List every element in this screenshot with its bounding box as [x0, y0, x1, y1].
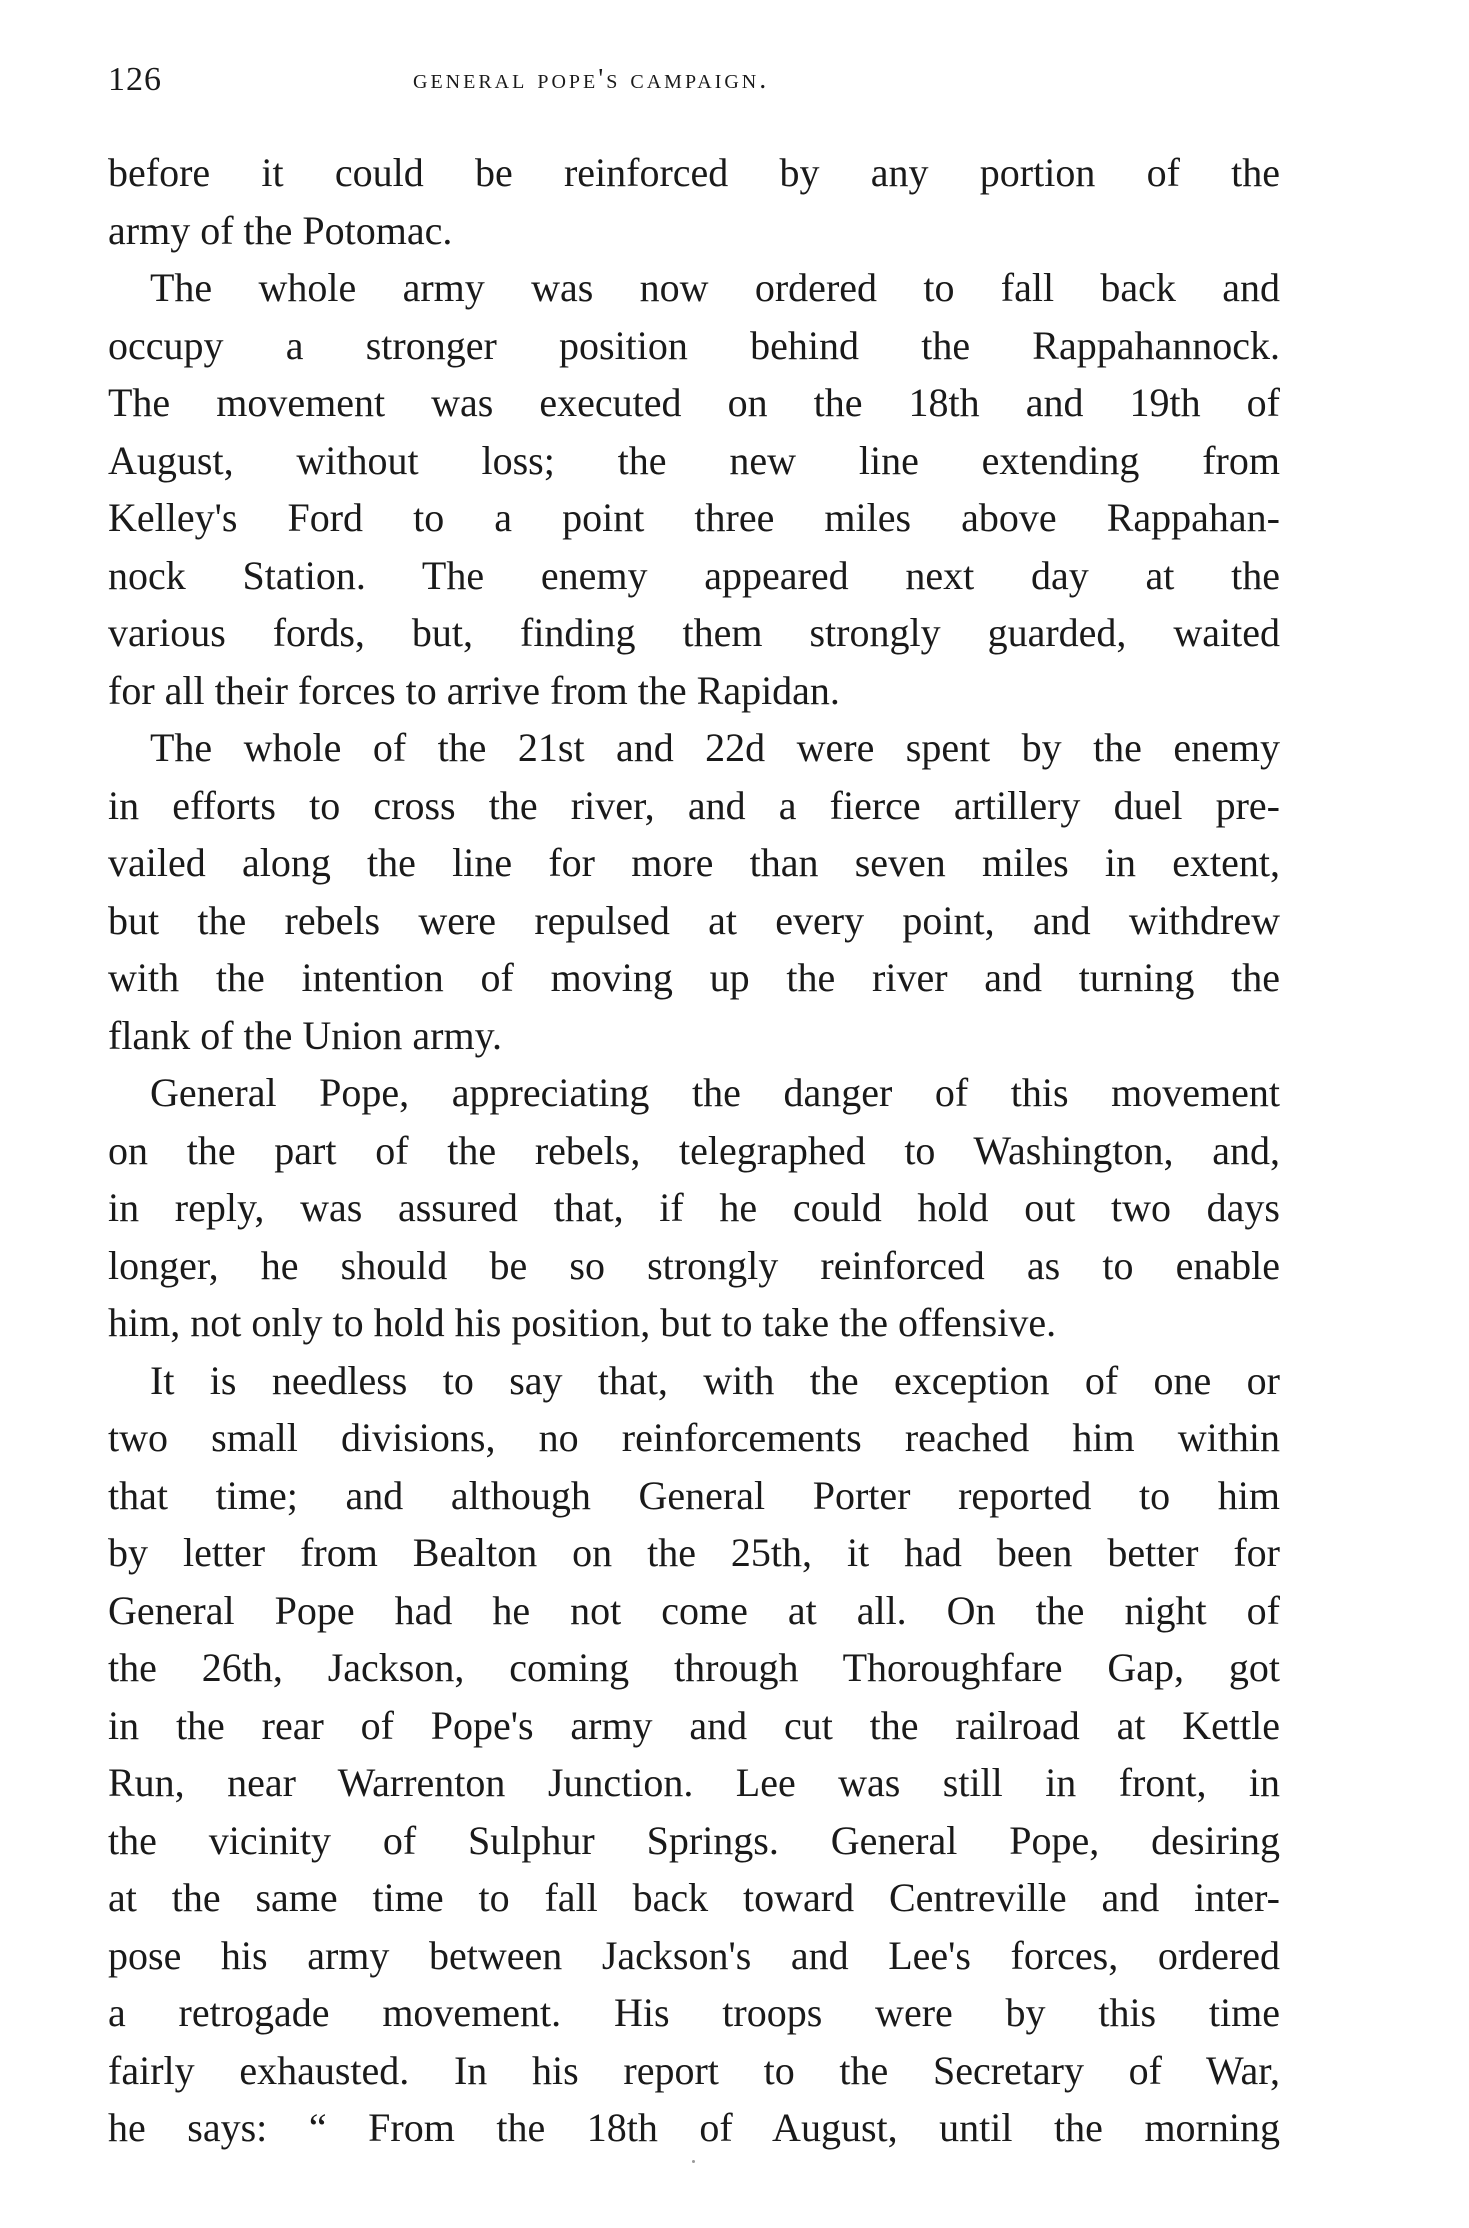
- text-line: by letter from Bealton on the 25th, it had been better for: [108, 1530, 1280, 1575]
- text-line: pose his army between Jackson's and Lee's forces, ordered: [108, 1932, 1280, 1978]
- text-line: with the intention of moving up the river and turning the: [108, 955, 1280, 1000]
- text-line: in reply, was assured that, if he could hold out two days: [108, 1185, 1280, 1230]
- text-line: various fords, but, finding them strongly guarded, waited: [108, 610, 1280, 655]
- text-line: flank of the Union army.: [108, 1012, 502, 1058]
- text-line: but the rebels were repulsed at every point, and withdrew: [108, 897, 1280, 943]
- text-line: fairly exhausted. In his report to the Secretary of War,: [108, 2047, 1280, 2093]
- text-line: The movement was executed on the 18th and 19th of: [108, 380, 1280, 425]
- text-line: two small divisions, no reinforcements reached him within: [108, 1415, 1280, 1460]
- text-line: at the same time to fall back toward Centreville and inter-: [108, 1875, 1280, 1920]
- text-line: for all their forces to arrive from the Rapidan.: [108, 667, 840, 713]
- running-title: general pope's campaign.: [413, 64, 770, 95]
- text-line: the 26th, Jackson, coming through Thoroughfare Gap, got: [108, 1645, 1280, 1690]
- text-line: longer, he should be so strongly reinforced as to enable: [108, 1242, 1280, 1288]
- text-line: in efforts to cross the river, and a fierce artillery duel pre-: [108, 782, 1280, 828]
- text-line: he says: “ From the 18th of August, until the morning: [108, 2105, 1280, 2150]
- text-line: August, without loss; the new line extending from: [108, 437, 1280, 483]
- text-line: vailed along the line for more than seven miles in extent,: [108, 840, 1280, 885]
- text-line: on the part of the rebels, telegraphed to Washington, and,: [108, 1127, 1280, 1173]
- text-line: a retrogade movement. His troops were by this time: [108, 1990, 1280, 2035]
- text-line: Run, near Warrenton Junction. Lee was still in front, in: [108, 1760, 1280, 1805]
- text-line: the vicinity of Sulphur Springs. General Pope, desiring: [108, 1817, 1280, 1863]
- text-line: nock Station. The enemy appeared next day at the: [108, 552, 1280, 598]
- running-head: [108, 55, 1280, 105]
- text-line: before it could be reinforced by any portion of the: [108, 150, 1280, 195]
- text-line: army of the Potomac.: [108, 207, 453, 253]
- text-line: General Pope had he not come at all. On the night of: [108, 1587, 1280, 1633]
- text-line: in the rear of Pope's army and cut the railroad at Kettle: [108, 1702, 1280, 1748]
- text-line: Kelley's Ford to a point three miles above Rappahan-: [108, 495, 1280, 540]
- paper-speck: [692, 2160, 695, 2163]
- text-line: General Pope, appreciating the danger of this movement: [150, 1070, 1280, 1115]
- page-number: 126: [108, 61, 162, 98]
- text-line: The whole army was now ordered to fall back and: [150, 265, 1280, 310]
- text-line: The whole of the 21st and 22d were spent by the enemy: [150, 725, 1280, 770]
- body-text: [108, 144, 1280, 2157]
- text-line: It is needless to say that, with the exception of one or: [150, 1357, 1280, 1403]
- text-line: occupy a stronger position behind the Rappahannock.: [108, 322, 1280, 368]
- text-line: him, not only to hold his position, but to take the offensive.: [108, 1300, 1057, 1345]
- text-line: that time; and although General Porter reported to him: [108, 1472, 1280, 1518]
